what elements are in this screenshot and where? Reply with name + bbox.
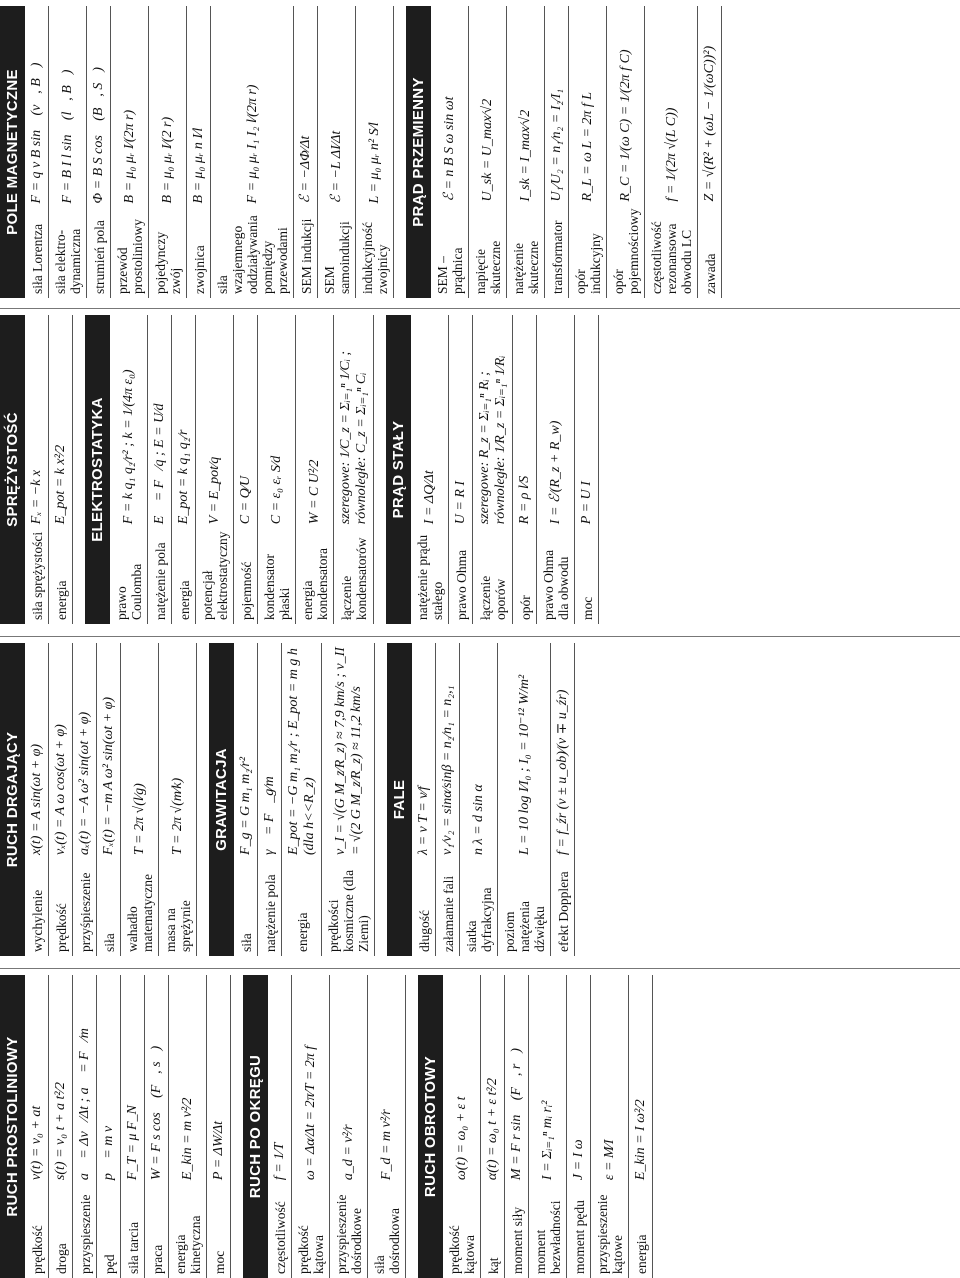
formula-label: częstotliwość rezonansowa obwodu LC: [645, 206, 698, 299]
section-title: RUCH PROSTOLINIOWY: [0, 975, 25, 1278]
formula: I = ΔQ⁄Δt: [411, 315, 449, 528]
formula: γ⃗ = F⃗_g⁄m: [258, 643, 282, 859]
formula: T = 2π √(m⁄k): [159, 643, 197, 859]
formula-table: [411, 315, 599, 624]
formula-label: siła dośrodkowa: [368, 1184, 406, 1278]
formula-label: energia: [49, 528, 73, 624]
formula-label: siła elektro-dynamiczna: [49, 207, 87, 298]
formula: szeregowe: R_z = Σᵢ₌₁ⁿ Rᵢ ; równoległe: 1⁄R_z = Σᵢ₌₁ⁿ 1⁄Rᵢ: [473, 315, 513, 528]
formula-label: masa na sprężynie: [159, 859, 197, 956]
formula-label: przewód prostoliniowy: [111, 207, 149, 298]
section: [386, 315, 599, 624]
formula-label: siła tarcia: [121, 1184, 145, 1278]
formula: T = 2π √(l⁄g): [121, 643, 159, 859]
formula-table: [25, 6, 394, 298]
formula-row: [412, 643, 436, 956]
column-1: [0, 968, 960, 1278]
formula-row: [591, 975, 629, 1278]
formula-label: prędkości kosmiczne (dla Ziemi): [322, 859, 375, 956]
formula: F = μ₀ μᵣ I₁ I₂ l⁄(2π r): [211, 6, 294, 207]
formula-row: [49, 643, 73, 956]
formula: Fₓ = −k x: [25, 315, 49, 528]
formula-label: kondensator płaski: [258, 528, 296, 624]
formula-row: [629, 975, 653, 1278]
formula: ω = Δα⁄Δt = 2π⁄T = 2π f: [292, 975, 330, 1184]
formula-row: [292, 975, 330, 1278]
section: [243, 975, 406, 1278]
formula: R_C = 1⁄(ω C) = 1⁄(2π f C): [607, 6, 645, 206]
formula-label: prędkość: [25, 1184, 49, 1278]
formula-row: [282, 643, 322, 956]
formula: f = f_źr (v ± u_ob)⁄(v ∓ u_źr): [551, 643, 575, 859]
formula-row: [234, 643, 258, 956]
formula: p⃗ = m v⃗: [97, 975, 121, 1184]
formula-row: [473, 315, 513, 624]
column-3: [0, 308, 960, 624]
formula-row: [575, 315, 599, 624]
formula: U = R I: [449, 315, 473, 528]
section: [406, 6, 722, 298]
formula: ℰ = −L ΔI⁄Δt: [318, 6, 356, 207]
formula: I_sk = I_max⁄√2: [507, 6, 545, 206]
section-title: POLE MAGNETYCZNE: [0, 6, 25, 298]
formula: U_sk = U_max⁄√2: [469, 6, 507, 206]
formula-label: energia: [282, 859, 322, 956]
formula: U₁⁄U₂ = n₁⁄n₂ = I₂⁄I₁: [545, 6, 569, 206]
formula-row: [25, 6, 49, 298]
section-title: GRAWITACJA: [209, 643, 234, 956]
formula-label: opór indukcyjny: [569, 206, 607, 299]
formula: a⃗ = Δv⃗⁄Δt ; a⃗ = F⃗⁄m: [73, 975, 97, 1184]
formula-row: [498, 643, 551, 956]
formula-label: prawo Ohma: [449, 528, 473, 624]
section-title: PRĄD STAŁY: [386, 315, 411, 624]
formula-row: [207, 975, 231, 1278]
formula-table: [25, 643, 197, 956]
formula-label: łączenie oporów: [473, 528, 513, 624]
formula-row: [159, 643, 197, 956]
formula: B = μ₀ μᵣ n I⁄l: [187, 6, 211, 207]
formula: W = C U²⁄2: [296, 315, 334, 528]
formula-label: przyspieszenie: [73, 1184, 97, 1278]
formula: P = ΔW⁄Δt: [207, 975, 231, 1184]
formula-label: częstotliwość: [268, 1184, 292, 1278]
formula-row: [49, 315, 73, 624]
formula-label: przyspieszenie kątowe: [591, 1184, 629, 1278]
formula: I = Σᵢ₌₁ⁿ mᵢ rᵢ²: [529, 975, 567, 1184]
formula: J = I ω: [567, 975, 591, 1184]
formula-label: przyspieszenie dośrodkowe: [330, 1184, 368, 1278]
formula-row: [73, 975, 97, 1278]
formula: Φ = B S cos ∢(B⃗, S⃗): [87, 6, 111, 207]
formula-row: [334, 315, 374, 624]
formula: M = F r sin ∢(F⃗, r⃗): [505, 975, 529, 1184]
formula-table: [268, 975, 406, 1278]
section: [209, 643, 375, 956]
formula: v_I = √(G M_z⁄R_z) ≈ 7,9 km/s ; v_II = √(2 G M_z⁄R_z) ≈ 11,2 km/s: [322, 643, 375, 859]
formula-label: natężenie skuteczne: [507, 206, 545, 299]
formula: E_pot = k q₁ q₂⁄r: [172, 315, 196, 528]
formula: a_d = v²⁄r: [330, 975, 368, 1184]
formula: W = F s cos ∢(F⃗, s⃗): [145, 975, 169, 1184]
formula-label: wahadło matematyczne: [121, 859, 159, 956]
formula-row: [258, 315, 296, 624]
formula-label: siła sprężystości: [25, 528, 49, 624]
section: [0, 975, 231, 1278]
formula-row: [436, 643, 460, 956]
formula-row: [97, 643, 121, 956]
formula: ℰ = n B S ω sin ωt: [431, 6, 469, 206]
formula-row: [25, 315, 49, 624]
section: [418, 975, 653, 1278]
formula-label: efekt Dopplera: [551, 859, 575, 956]
formula-label: zwojnica: [187, 207, 211, 298]
section: [85, 315, 374, 624]
section-title: RUCH DRGAJĄCY: [0, 643, 25, 956]
formula-row: [268, 975, 292, 1278]
formula-row: [234, 315, 258, 624]
formula-label: opór pojemnościowy: [607, 206, 645, 299]
section-title: FALE: [387, 643, 412, 956]
formula-label: siła wzajemnego oddziaływania pomiędzy przewodami: [211, 207, 294, 298]
formula-row: [187, 6, 211, 298]
formula-table: [412, 643, 575, 956]
formula: s(t) = v₀ t + a t²⁄2: [49, 975, 73, 1184]
formula: α(t) = ω₀ t + ε t²⁄2: [481, 975, 505, 1184]
formula-label: długość: [412, 859, 436, 956]
formula: vₓ(t) = A ω cos(ωt + φ): [49, 643, 73, 859]
formula-label: energia kondensatora: [296, 528, 334, 624]
formula-table: [431, 6, 722, 298]
formula: Z = √(R² + (ωL − 1⁄(ωC))²): [698, 6, 722, 206]
formula-row: [145, 975, 169, 1278]
formula: R = ρ l⁄S: [513, 315, 537, 528]
formula-label: SEM indukcji: [294, 207, 318, 298]
formula: B = μ₀ μᵣ I⁄(2π r): [111, 6, 149, 207]
formula: L = μ₀ μᵣ n² S⁄l: [356, 6, 394, 207]
formula-label: moment bezwładności: [529, 1184, 567, 1278]
formula: C = ε₀ εᵣ S⁄d: [258, 315, 296, 528]
formula: I = ℰ⁄(R_z + R_w): [537, 315, 575, 528]
formula-row: [25, 975, 49, 1278]
formula-label: pęd: [97, 1184, 121, 1278]
column-4: [0, 0, 960, 298]
formula-label: pojedynczy zwój: [149, 207, 187, 298]
formula-table: [25, 315, 73, 624]
formula-row: [567, 975, 591, 1278]
formula-row: [368, 975, 406, 1278]
section-title: RUCH PO OKRĘGU: [243, 975, 268, 1278]
formula-table: [110, 315, 374, 624]
formula-row: [607, 6, 645, 298]
formula-row: [296, 315, 334, 624]
formula-row: [529, 975, 567, 1278]
formula-label: zawada: [698, 206, 722, 299]
formula-row: [121, 975, 145, 1278]
formula-label: prędkość kątowa: [443, 1184, 481, 1278]
formula-label: siła: [234, 859, 258, 956]
formula-label: SEM samoindukcji: [318, 207, 356, 298]
formula-row: [505, 975, 529, 1278]
formula-row: [172, 315, 196, 624]
formula-label: prawo Ohma dla obwodu: [537, 528, 575, 624]
formula-label: napięcie skuteczne: [469, 206, 507, 299]
formula: n λ = d sin α: [460, 643, 498, 859]
section: [387, 643, 575, 956]
formula-row: [97, 975, 121, 1278]
formula-label: strumień pola: [87, 207, 111, 298]
formula-row: [49, 975, 73, 1278]
formula-row: [258, 643, 282, 956]
formula: aₓ(t) = −A ω² sin(ωt + φ): [73, 643, 97, 859]
formula-row: [322, 643, 375, 956]
formula-label: energia kinetyczna: [169, 1184, 207, 1278]
formula-row: [551, 643, 575, 956]
formula-row: [513, 315, 537, 624]
formula: F = q v B sin ∢(v⃗, B⃗): [25, 6, 49, 207]
formula: B = μ₀ μᵣ I⁄(2 r): [149, 6, 187, 207]
formula: ω(t) = ω₀ + ε t: [443, 975, 481, 1184]
formula-label: prędkość kątowa: [292, 1184, 330, 1278]
formula-row: [110, 315, 148, 624]
formula-row: [356, 6, 394, 298]
formula-label: droga: [49, 1184, 73, 1278]
formula: szeregowe: 1⁄C_z = Σᵢ₌₁ⁿ 1⁄Cᵢ ; równoległe: C_z = Σᵢ₌₁ⁿ Cᵢ: [334, 315, 374, 528]
formula-table: [25, 975, 231, 1278]
formula-label: natężenie pola: [258, 859, 282, 956]
formula-label: siła Lorentza: [25, 207, 49, 298]
formula-row: [481, 975, 505, 1278]
formula-row: [469, 6, 507, 298]
formula-row: [537, 315, 575, 624]
formula: v₁⁄v₂ = sinα⁄sinβ = n₂⁄n₁ = n₂,₁: [436, 643, 460, 859]
formula-label: siła: [97, 859, 121, 956]
formula: R_L = ω L = 2π f L: [569, 6, 607, 206]
formula-table: [443, 975, 653, 1278]
formula-label: natężenie prądu stałego: [411, 528, 449, 624]
formula-row: [111, 6, 149, 298]
formula: E⃗ = F⃗⁄q ; E = U⁄d: [148, 315, 172, 528]
formula-label: SEM – prądnica: [431, 206, 469, 299]
formula-label: moc: [575, 528, 599, 624]
formula-label: indukcyjność zwojnicy: [356, 207, 394, 298]
formula-row: [431, 6, 469, 298]
formula-row: [449, 315, 473, 624]
formula-row: [121, 643, 159, 956]
formula: F = B I l sin ∢(l⃗, B⃗): [49, 6, 87, 207]
formula-label: opór: [513, 528, 537, 624]
formula-label: wychylenie: [25, 859, 49, 956]
formula-label: poziom natężenia dźwięku: [498, 859, 551, 956]
formula: E_pot = k x²⁄2: [49, 315, 73, 528]
formula-row: [569, 6, 607, 298]
formula-label: energia: [629, 1184, 653, 1278]
formula-row: [411, 315, 449, 624]
formula-row: [318, 6, 356, 298]
formula-label: siatka dyfrakcyjna: [460, 859, 498, 956]
formula-row: [443, 975, 481, 1278]
section-title: RUCH OBROTOWY: [418, 975, 443, 1278]
formula-row: [294, 6, 318, 298]
formula-label: kąt: [481, 1184, 505, 1278]
formula-label: transformator: [545, 206, 569, 299]
formula-row: [87, 6, 111, 298]
formula-row: [507, 6, 545, 298]
section-title: PRĄD PRZEMIENNY: [406, 6, 431, 298]
section: [0, 643, 197, 956]
section: [0, 315, 73, 624]
formula-label: łączenie kondensatorów: [334, 528, 374, 624]
formula: ε = M⁄I: [591, 975, 629, 1184]
formula: F_d = m v²⁄r: [368, 975, 406, 1184]
formula-row: [25, 643, 49, 956]
formula: C = Q⁄U: [234, 315, 258, 528]
formula-row: [645, 6, 698, 298]
formula: E_kin = I ω²⁄2: [629, 975, 653, 1184]
formula: F_T = μ F_N: [121, 975, 145, 1184]
formula-row: [148, 315, 172, 624]
formula: V = E_pot⁄q: [196, 315, 234, 528]
formula-label: prędkość: [49, 859, 73, 956]
formula-label: moment pędu: [567, 1184, 591, 1278]
formula: f = 1⁄(2π √(L C)): [645, 6, 698, 206]
formula-row: [73, 643, 97, 956]
formula: ℰ = −ΔΦ⁄Δt: [294, 6, 318, 207]
section: [0, 6, 394, 298]
formula-row: [698, 6, 722, 298]
section-title: SPRĘŻYSTOŚĆ: [0, 315, 25, 624]
formula: λ = v T = v⁄f: [412, 643, 436, 859]
formula: F_g = G m₁ m₂⁄r²: [234, 643, 258, 859]
formula-label: prawo Coulomba: [110, 528, 148, 624]
formula: E_kin = m v²⁄2: [169, 975, 207, 1184]
formula: F = k q₁ q₂⁄r² ; k = 1⁄(4π ε₀): [110, 315, 148, 528]
formula: Fₓ(t) = −m A ω² sin(ωt + φ): [97, 643, 121, 859]
formula-row: [211, 6, 294, 298]
formula-row: [49, 6, 87, 298]
formula: f = 1⁄T: [268, 975, 292, 1184]
section-title: ELEKTROSTATYKA: [85, 315, 110, 624]
formula-row: [196, 315, 234, 624]
formula-label: energia: [172, 528, 196, 624]
formula: P = U I: [575, 315, 599, 528]
formula-label: przyśpieszenie: [73, 859, 97, 956]
column-2: [0, 636, 960, 956]
formula-row: [330, 975, 368, 1278]
formula-row: [149, 6, 187, 298]
formula-label: natężenie pola: [148, 528, 172, 624]
formula-label: moc: [207, 1184, 231, 1278]
formula: L = 10 log I⁄I₀ ; I₀ = 10⁻¹² W/m²: [498, 643, 551, 859]
formula-label: potencjał elektrostatyczny: [196, 528, 234, 624]
formula-table: [234, 643, 375, 956]
formula-label: praca: [145, 1184, 169, 1278]
formula-label: moment siły: [505, 1184, 529, 1278]
formula-row: [460, 643, 498, 956]
formula: v(t) = v₀ + at: [25, 975, 49, 1184]
formula-row: [169, 975, 207, 1278]
formula-row: [545, 6, 569, 298]
formula: E_pot = −G m₁ m₂⁄r ; E_pot = m g h (dla h<<R_z): [282, 643, 322, 859]
formula: x(t) = A sin(ωt + φ): [25, 643, 49, 859]
formula-label: załamanie fali: [436, 859, 460, 956]
formula-label: pojemność: [234, 528, 258, 624]
